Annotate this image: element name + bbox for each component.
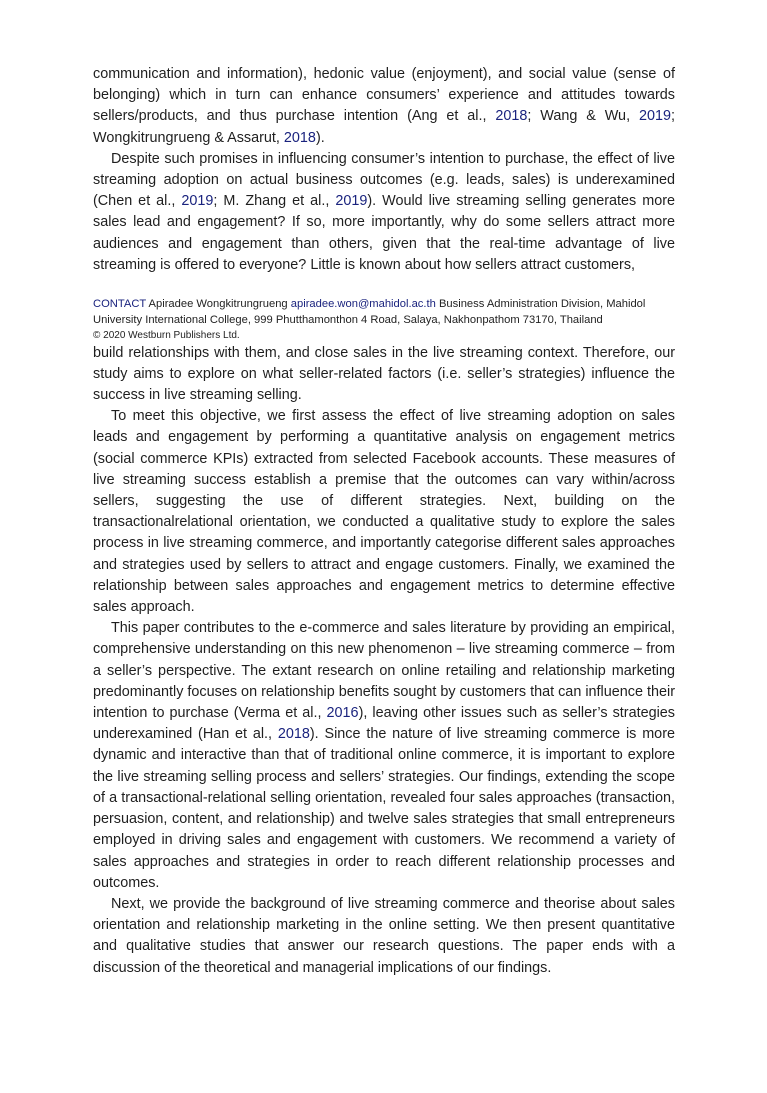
- paragraph-1: [93, 64, 675, 149]
- text-run: ; Wongkitrungrueng & Assarut,: [93, 108, 675, 146]
- text-run: ). Since the nature of live streaming commerce is more dynamic and interactive than that of traditional online commerce, it is important to explore the live streaming selling process and sellers’ strategies. Our findings, extending the scope of a transactional-relational selling orientation, revealed four sales approaches (transaction, persuasion, content, and relationship) and twelve sales strategies that small entrepreneurs employed in driving sales and engagement with customers. We recommend a variety of sales approaches and strategies in order to reach different relationship processes and outcomes.: [93, 726, 675, 891]
- text-run: Despite such promises in influencing consumer’s intention to purchase, the effect of live streaming adoption on actual business outcomes (e.g. leads, sales) is underexamined (Chen et al.,: [93, 150, 675, 210]
- text-run: build relationships with them, and close sales in the live streaming context. Therefore, our study aims to explore on what seller-related factors (i.e. seller’s strategies) influence the success in live streaming selling.: [93, 344, 675, 404]
- email-link[interactable]: apiradee.won@mahidol.ac.th: [290, 298, 436, 311]
- contact-line: [93, 296, 675, 329]
- contact-footnote: [93, 296, 675, 343]
- text-run: ). Would live streaming selling generates more sales lead and engagement? If so, more importantly, why do some sellers attract more audiences and engagement than others, given that the real-time advantage of live streaming is offered to everyone? Little is known about how sellers attract customers,: [93, 193, 675, 273]
- text-run: To meet this objective, we first assess the effect of live streaming adoption on sales leads and engagement by performing a quantitative analysis on engagement metrics (social commerce KPIs) extracted from selected Facebook accounts. These measures of live streaming success establish a premise that the outcomes can vary within/across sellers, suggesting the use of different strategies. Next, building on the transactionalrelational orientation, we conducted a qualitative study to explore the sales process in live streaming commerce, and importantly categorise different sales approaches and strategies used by sellers to attract and engage customers. Finally, we examined the relationship between sales approaches and engagement metrics to determine effective sales approach.: [93, 408, 675, 616]
- paragraph-4: [93, 406, 675, 618]
- author-name: Apiradee Wongkitrungrueng: [146, 298, 291, 311]
- paragraph-2: [93, 149, 675, 276]
- text-run: ; Wang & Wu,: [527, 108, 639, 125]
- affiliation: Business Administration Division, Mahidol University International College, 999 Phutthamonthon 4 Road, Salaya, Nakhonpathom 73170, Thailand: [93, 298, 646, 327]
- text-run: ), leaving other issues such as seller’s strategies underexamined (Han et al.,: [93, 705, 675, 743]
- paragraph-3: [93, 343, 675, 407]
- copyright-notice: © 2020 Westburn Publishers Ltd.: [93, 329, 240, 341]
- citation-link[interactable]: 2018: [495, 108, 528, 125]
- citation-link[interactable]: 2019: [181, 193, 214, 210]
- text-run: This paper contributes to the e-commerce and sales literature by providing an empirical, comprehensive understanding on this new phenomenon – live streaming commerce – from a seller’s perspective. The extant research on online retailing and relationship marketing predominantly focuses on relationship benefits sought by customers that can influence their intention to purchase (Verma et al.,: [93, 620, 675, 722]
- text-run: Next, we provide the background of live streaming commerce and theorise about sales orientation and relationship marketing in the online setting. We then present quantitative and qualitative studies that answer our research questions. The paper ends with a discussion of the theoretical and managerial implications of our findings.: [93, 895, 675, 976]
- citation-link[interactable]: 2019: [335, 193, 368, 210]
- citation-link[interactable]: 2016: [326, 705, 359, 722]
- text-run: ).: [315, 129, 325, 146]
- citation-link[interactable]: 2018: [283, 129, 316, 146]
- text-run: ; M. Zhang et al.,: [213, 193, 336, 210]
- paragraph-5: [93, 618, 675, 894]
- paper-page: [93, 64, 675, 979]
- paragraph-6: [93, 894, 675, 979]
- citation-link[interactable]: 2019: [638, 108, 671, 125]
- contact-label: CONTACT: [93, 298, 147, 311]
- citation-link[interactable]: 2018: [277, 726, 310, 743]
- text-run: communication and information), hedonic value (enjoyment), and social value (sense of belonging) which in turn can enhance consumers’ experience and attitudes towards sellers/products, and thus purchase intention (Ang et al.,: [93, 66, 675, 125]
